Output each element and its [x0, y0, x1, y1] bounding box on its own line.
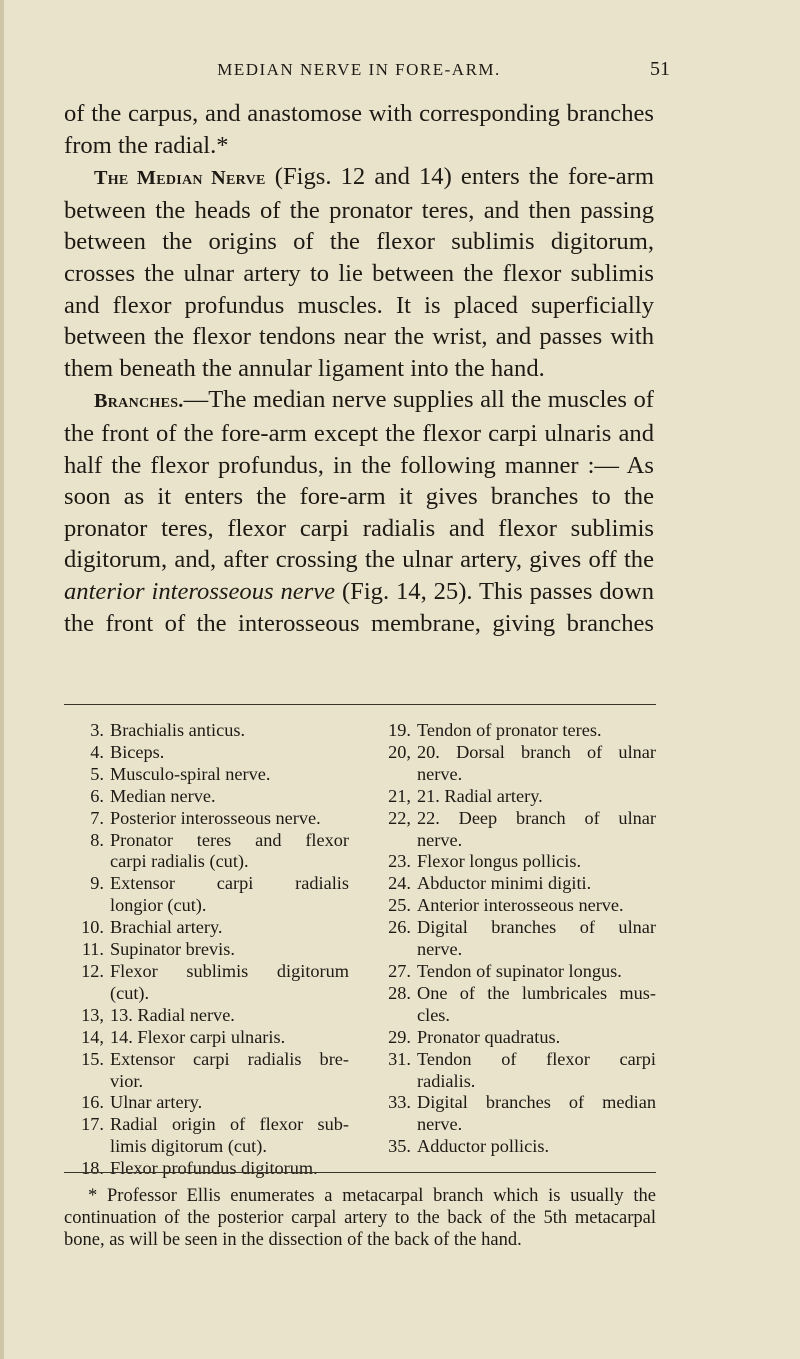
paragraph-median-nerve — [64, 161, 654, 384]
section-heading-branches: Branches. — [94, 390, 184, 413]
footnote-text: * Professor Ellis enumerates a metacarpal branch which is usually the continuation of the posterior carpal artery to the back of the 5th metacarpal bone, as will be seen in the dissection of the back of the hand. — [64, 1186, 656, 1250]
legend-item: 7. Posterior interosseous nerve. — [90, 807, 321, 828]
legend-item: 11. Supinator brevis. — [81, 939, 235, 960]
paragraph-branches — [64, 384, 654, 639]
running-title: MEDIAN NERVE IN FORE-ARM. — [217, 60, 501, 79]
legend-item: 18. Flexor profundus digitorum. — [81, 1158, 318, 1179]
legend-item-continuation: carpi radialis (cut). — [110, 851, 249, 872]
legend-item: 23. Flexor longus pollicis. — [388, 851, 582, 872]
legend-item: 10. Brachial artery. — [81, 917, 223, 938]
legend-item: 29. Pronator quadratus. — [388, 1026, 561, 1047]
legend-item: 16. Ulnar artery. — [81, 1092, 203, 1113]
legend-item: 3. Brachialis anticus. — [90, 720, 246, 740]
legend-item: 5. Musculo-spiral nerve. — [90, 763, 271, 784]
legend-item: 6. Median nerve. — [90, 785, 216, 806]
paragraph-median-nerve-text: (Figs. 12 and 14) enters the fore-arm between the heads of the pronator teres, and then passing between the origins of the flexor sublimis digitorum, crosses the ulnar artery to lie between the flexor sublimis and flexor profundus muscles. It is placed superficially between the flexor tendons near the wrist, and passes with them beneath the annular ligament into the hand. — [64, 163, 654, 382]
legend-item-continuation: vior. — [110, 1070, 144, 1091]
legend-item: 27. Tendon of supinator longus. — [388, 960, 622, 981]
anterior-interosseous-nerve-term: anterior interosseous nerve — [64, 577, 336, 605]
legend-item-continuation: limis digitorum (cut). — [110, 1136, 267, 1157]
legend-item: 21, 21. Radial artery. — [388, 785, 543, 806]
legend-bottom-rule — [64, 1172, 656, 1173]
page-number: 51 — [650, 58, 670, 80]
legend-item: 28. One of the lumbricales mus- — [388, 982, 656, 1003]
legend-item: 26. Digital branches of ulnar — [388, 917, 656, 938]
legend-item: 15. Extensor carpi radialis bre- — [81, 1048, 349, 1069]
legend-item: 24. Abductor minimi digiti. — [388, 873, 592, 894]
legend-item-continuation: radialis. — [417, 1070, 476, 1091]
legend-item: 22, 22. Deep branch of ulnar — [388, 807, 656, 828]
legend-item: 19. Tendon of pronator teres. — [388, 720, 602, 740]
paragraph-branches-text-a: —The median nerve supplies all the muscles of the front of the fore-arm except the flexor carpi ulnaris and half the flexor profundus, in the following manner :— As soon as it enters the fore-arm it gives branches to the pronator teres, flexor carpi radialis and flexor sublimis digitorum, and, after crossing the ulnar artery, gives off the — [64, 386, 654, 574]
legend-item: 33. Digital branches of median — [388, 1092, 656, 1113]
legend-item: 8. Pronator teres and flexor — [90, 829, 349, 850]
legend-item: 31. Tendon of flexor carpi — [388, 1048, 656, 1069]
body-text — [64, 98, 654, 639]
page-edge — [0, 0, 4, 1359]
legend-item: 14, 14. Flexor carpi ulnaris. — [81, 1026, 286, 1047]
legend-item: 4. Biceps. — [90, 741, 165, 762]
paragraph-branches-text-b: (Fig. 14, 25). This passes down the front of the interosseous membrane, giving branches — [64, 577, 655, 637]
legend-item-continuation: longior (cut). — [110, 895, 207, 916]
legend-right-column — [371, 720, 656, 1180]
legend-item-continuation: nerve. — [417, 763, 463, 784]
legend-item: 25. Anterior interosseous nerve. — [388, 895, 624, 916]
legend-top-rule — [64, 704, 656, 705]
legend-item: 13, 13. Radial nerve. — [81, 1004, 235, 1025]
section-heading-median-nerve: The Median Nerve — [94, 167, 266, 190]
paragraph-continuation: of the carpus, and anastomose with corresponding branches from the radial.* — [64, 100, 654, 159]
legend-item: 20, 20. Dorsal branch of ulnar — [388, 741, 656, 762]
legend-item-continuation: nerve. — [417, 1114, 463, 1135]
legend-left-column — [64, 720, 349, 1180]
legend-item: 17. Radial origin of flexor sub- — [81, 1114, 349, 1135]
legend-item: 9. Extensor carpi radialis — [90, 873, 349, 894]
figure-legend — [64, 720, 656, 1180]
legend-item: 12. Flexor sublimis digitorum — [81, 960, 349, 981]
legend-item-continuation: (cut). — [110, 982, 150, 1003]
legend-item: 35. Adductor pollicis. — [388, 1136, 550, 1157]
legend-item-continuation: nerve. — [417, 939, 463, 960]
footnote — [64, 1186, 656, 1251]
running-header — [64, 58, 670, 80]
legend-item-continuation: nerve. — [417, 829, 463, 850]
legend-item-continuation: cles. — [417, 1004, 450, 1025]
